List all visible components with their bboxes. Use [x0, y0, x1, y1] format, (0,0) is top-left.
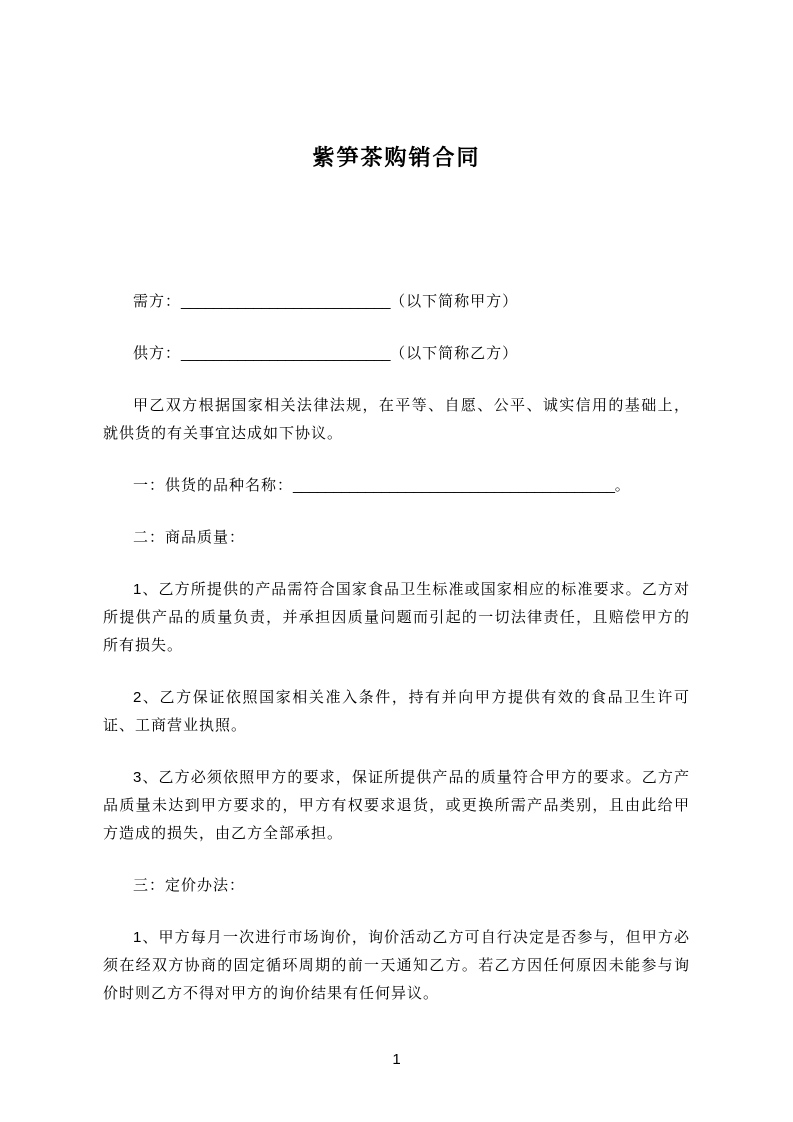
party-demand-suffix: （以下简称甲方）	[390, 293, 519, 310]
section-three-heading: 三：定价办法：	[133, 877, 246, 894]
pricing-clause-1: 1、甲方每月一次进行市场询价，询价活动乙方可自行决定是否参与，但甲方必须在经双方协商的固定循环周期的前一天通知乙方。若乙方因任何原因未能参与询价时则乙方不得对甲方的询价结果有任何异议。	[103, 929, 690, 1002]
clause-one-label: 一：供货的品种名称：	[133, 477, 294, 494]
party-demand-blank-line: __________________________	[181, 293, 391, 310]
clause-one-period: 。	[614, 477, 631, 494]
party-line-supply	[103, 340, 690, 368]
party-line-demand	[103, 288, 690, 316]
party-supply-blank-line: __________________________	[181, 345, 391, 362]
product-name-blank-line: ________________________________________	[293, 477, 615, 494]
preamble-paragraph: 甲乙双方根据国家相关法律法规，在平等、自愿、公平、诚实信用的基础上，就供货的有关事宜达成如下协议。	[103, 397, 690, 442]
document-title: 紫笋茶购销合同	[312, 145, 481, 170]
party-demand-label: 需方：	[133, 293, 182, 310]
quality-clause-1: 1、乙方所提供的产品需符合国家食品卫生标准或国家相应的标准要求。乙方对所提供产品的质量负责，并承担因质量问题而引起的一切法律责任，且赔偿甲方的所有损失。	[103, 581, 690, 654]
party-supply-label: 供方：	[133, 345, 182, 362]
section-two-heading: 二：商品质量：	[133, 529, 246, 546]
quality-clause-3: 3、乙方必须依照甲方的要求，保证所提供产品的质量符合甲方的要求。乙方产品质量未达到甲方要求的，甲方有权要求退货，或更换所需产品类别，且由此给甲方造成的损失，由乙方全部承担。	[103, 769, 690, 842]
party-supply-suffix: （以下简称乙方）	[390, 345, 519, 362]
page-number: 1	[392, 1051, 401, 1068]
clause-one-line	[103, 472, 690, 500]
quality-clause-2: 2、乙方保证依照国家相关准入条件，持有并向甲方提供有效的食品卫生许可证、工商营业执照。	[103, 689, 690, 734]
